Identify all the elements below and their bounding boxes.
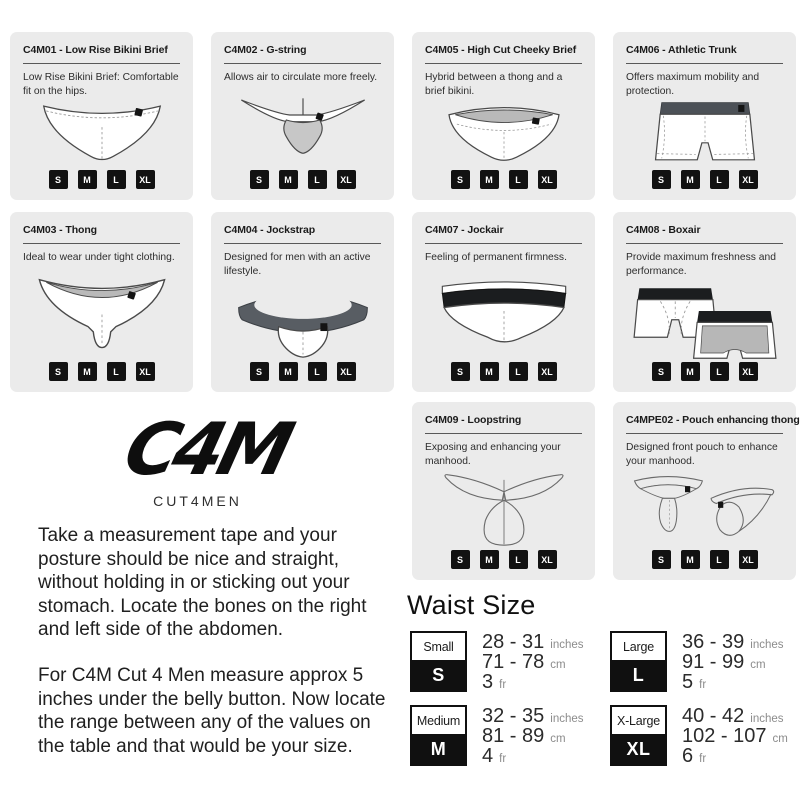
boxair-illustration xyxy=(626,279,783,358)
value-fr xyxy=(682,745,788,765)
product-title: C4M06 - Athletic Trunk xyxy=(626,44,737,56)
product-title: C4M08 - Boxair xyxy=(626,224,701,236)
size-badges xyxy=(23,166,180,191)
value-inches xyxy=(682,705,788,725)
product-card-c4m04 xyxy=(211,212,394,392)
title-divider xyxy=(23,63,180,64)
product-card-c4mpe02 xyxy=(613,402,800,580)
title-divider xyxy=(425,63,582,64)
size-box-small xyxy=(410,631,467,692)
size-badges xyxy=(626,358,783,383)
size-badge-s: S xyxy=(49,170,68,189)
low-rise-bikini-brief-illustration xyxy=(23,99,180,166)
cm-unit: cm xyxy=(750,659,766,671)
size-box-x-large xyxy=(610,705,667,766)
title-divider xyxy=(224,243,381,244)
fr-unit: fr xyxy=(699,753,707,765)
cm-unit: cm xyxy=(550,659,566,671)
size-badge-m: M xyxy=(480,170,499,189)
value-inches xyxy=(682,631,784,651)
size-badge-xl: XL xyxy=(337,362,356,381)
size-name: X-Large xyxy=(612,707,665,734)
title-divider xyxy=(626,63,783,64)
size-values xyxy=(482,631,584,691)
size-badge-l: L xyxy=(509,362,528,381)
size-letter: M xyxy=(412,734,465,764)
product-description: Hybrid between a thong and a brief bikini. xyxy=(425,72,563,97)
brand-logo xyxy=(30,412,365,509)
size-badges xyxy=(425,166,582,191)
size-badge-xl: XL xyxy=(538,362,557,381)
high-cut-cheeky-brief-illustration xyxy=(425,99,582,166)
product-description: Designed front pouch to enhance your manhood. xyxy=(626,442,778,467)
size-badge-m: M xyxy=(279,170,298,189)
inches-value: 40 - 42 xyxy=(682,705,745,727)
inches-unit: inches xyxy=(550,713,584,725)
size-badge-s: S xyxy=(652,170,671,189)
product-title: C4M02 - G-string xyxy=(224,44,307,56)
size-badge-l: L xyxy=(509,170,528,189)
size-badge-l: L xyxy=(107,362,126,381)
title-divider xyxy=(626,433,783,434)
size-badge-xl: XL xyxy=(739,550,758,569)
product-card-c4m02 xyxy=(211,32,394,200)
size-values xyxy=(682,631,784,691)
thong-illustration xyxy=(23,265,180,358)
product-card-c4m08 xyxy=(613,212,796,392)
size-badge-m: M xyxy=(681,170,700,189)
size-badge-s: S xyxy=(451,362,470,381)
product-description: Low Rise Bikini Brief: Comfortable fit on the hips. xyxy=(23,72,179,97)
size-badge-l: L xyxy=(107,170,126,189)
fr-unit: fr xyxy=(699,679,707,691)
size-letter: S xyxy=(412,660,465,690)
product-card-c4m05 xyxy=(412,32,595,200)
size-name: Large xyxy=(612,633,665,660)
size-letter: L xyxy=(612,660,665,690)
product-title: C4M07 - Jockair xyxy=(425,224,504,236)
size-values xyxy=(682,705,788,765)
waist-row-medium xyxy=(410,705,584,766)
fr-unit: fr xyxy=(499,679,507,691)
value-inches xyxy=(482,705,584,725)
athletic-trunk-illustration xyxy=(626,99,783,166)
size-badge-m: M xyxy=(78,170,97,189)
size-badge-xl: XL xyxy=(538,550,557,569)
size-badge-s: S xyxy=(652,550,671,569)
value-inches xyxy=(482,631,584,651)
size-badge-m: M xyxy=(78,362,97,381)
size-letter: XL xyxy=(612,734,665,764)
product-title: C4M09 - Loopstring xyxy=(425,414,522,426)
size-badges xyxy=(425,546,582,571)
measurement-instructions-paragraph-2: For C4M Cut 4 Men measure approx 5 inches under the belly button. Now locate the range between any of the values on the table and that would be your size. xyxy=(38,665,386,757)
inches-unit: inches xyxy=(550,639,584,651)
product-description: Ideal to wear under tight clothing. xyxy=(23,252,175,263)
waist-row-large xyxy=(610,631,784,692)
product-card-c4m07 xyxy=(412,212,595,392)
size-badge-m: M xyxy=(480,550,499,569)
size-values xyxy=(482,705,584,765)
product-title: C4M04 - Jockstrap xyxy=(224,224,316,236)
size-name: Medium xyxy=(412,707,465,734)
waist-size-heading: Waist Size xyxy=(407,590,536,620)
inches-value: 28 - 31 xyxy=(482,631,545,653)
size-badge-l: L xyxy=(509,550,528,569)
size-badge-xl: XL xyxy=(136,170,155,189)
product-title: C4M03 - Thong xyxy=(23,224,97,236)
size-badge-xl: XL xyxy=(739,170,758,189)
inches-unit: inches xyxy=(750,713,784,725)
size-box-medium xyxy=(410,705,467,766)
title-divider xyxy=(425,433,582,434)
title-divider xyxy=(224,63,381,64)
size-badge-xl: XL xyxy=(739,362,758,381)
size-badge-s: S xyxy=(451,550,470,569)
jockair-illustration xyxy=(425,265,582,358)
size-box-large xyxy=(610,631,667,692)
waist-row-small xyxy=(410,631,584,692)
size-badges xyxy=(224,358,381,383)
size-badge-s: S xyxy=(49,362,68,381)
product-description: Provide maximum freshness and performance. xyxy=(626,252,776,277)
size-badge-l: L xyxy=(710,170,729,189)
size-badge-l: L xyxy=(308,362,327,381)
product-title: C4M05 - High Cut Cheeky Brief xyxy=(425,44,577,56)
c4m-logo-icon xyxy=(58,412,338,488)
product-description: Allows air to circulate more freely. xyxy=(224,72,378,83)
value-cm xyxy=(682,651,784,671)
product-description: Offers maximum mobility and protection. xyxy=(626,72,760,97)
product-card-c4m01 xyxy=(10,32,193,200)
size-badge-xl: XL xyxy=(538,170,557,189)
fr-value: 6 xyxy=(682,745,694,767)
logo-text: C4M xyxy=(115,412,297,488)
size-badge-l: L xyxy=(710,550,729,569)
value-cm xyxy=(682,725,788,745)
size-badges xyxy=(425,358,582,383)
product-description: Feeling of permanent firmness. xyxy=(425,252,567,263)
size-badge-l: L xyxy=(308,170,327,189)
value-fr xyxy=(482,745,584,765)
product-card-c4m03 xyxy=(10,212,193,392)
size-badges xyxy=(626,166,783,191)
inches-unit: inches xyxy=(750,639,784,651)
product-card-c4m09 xyxy=(412,402,595,580)
size-badge-s: S xyxy=(250,362,269,381)
size-name: Small xyxy=(412,633,465,660)
inches-value: 36 - 39 xyxy=(682,631,745,653)
title-divider xyxy=(425,243,582,244)
fr-unit: fr xyxy=(499,753,507,765)
size-badge-m: M xyxy=(681,550,700,569)
cm-unit: cm xyxy=(550,733,566,745)
value-cm xyxy=(482,651,584,671)
jockstrap-illustration xyxy=(224,279,381,358)
inches-value: 32 - 35 xyxy=(482,705,545,727)
product-title: C4M01 - Low Rise Bikini Brief xyxy=(23,44,168,56)
cm-value: 81 - 89 xyxy=(482,725,545,747)
size-badge-m: M xyxy=(681,362,700,381)
cm-value: 102 - 107 xyxy=(682,725,767,747)
size-badges xyxy=(23,358,180,383)
pouch-enhancing-thong-illustration xyxy=(626,469,783,546)
size-badge-xl: XL xyxy=(136,362,155,381)
size-badges xyxy=(626,546,783,571)
value-fr xyxy=(482,671,584,691)
product-card-c4m06 xyxy=(613,32,796,200)
product-description: Designed for men with an active lifestyle. xyxy=(224,252,371,277)
size-badge-l: L xyxy=(710,362,729,381)
logo-tagline: CUT4MEN xyxy=(153,493,242,509)
cm-value: 71 - 78 xyxy=(482,651,545,673)
size-badge-m: M xyxy=(480,362,499,381)
loopstring-illustration xyxy=(425,469,582,546)
fr-value: 3 xyxy=(482,671,494,693)
size-badge-s: S xyxy=(652,362,671,381)
cm-unit: cm xyxy=(772,733,788,745)
fr-value: 5 xyxy=(682,671,694,693)
g-string-illustration xyxy=(224,85,381,166)
title-divider xyxy=(626,243,783,244)
title-divider xyxy=(23,243,180,244)
size-badges xyxy=(224,166,381,191)
product-description: Exposing and enhancing your manhood. xyxy=(425,442,561,467)
size-badge-m: M xyxy=(279,362,298,381)
product-title: C4MPE02 - Pouch enhancing thong xyxy=(626,414,800,426)
size-badge-xl: XL xyxy=(337,170,356,189)
measurement-instructions-paragraph-1: Take a measurement tape and your posture should be nice and straight, without holding in or sticking out your stomach. Locate the bones on the right and left side of the abdomen. xyxy=(38,525,367,640)
value-cm xyxy=(482,725,584,745)
size-badge-s: S xyxy=(451,170,470,189)
cm-value: 91 - 99 xyxy=(682,651,745,673)
fr-value: 4 xyxy=(482,745,494,767)
value-fr xyxy=(682,671,784,691)
size-badge-s: S xyxy=(250,170,269,189)
waist-row-x-large xyxy=(610,705,788,766)
